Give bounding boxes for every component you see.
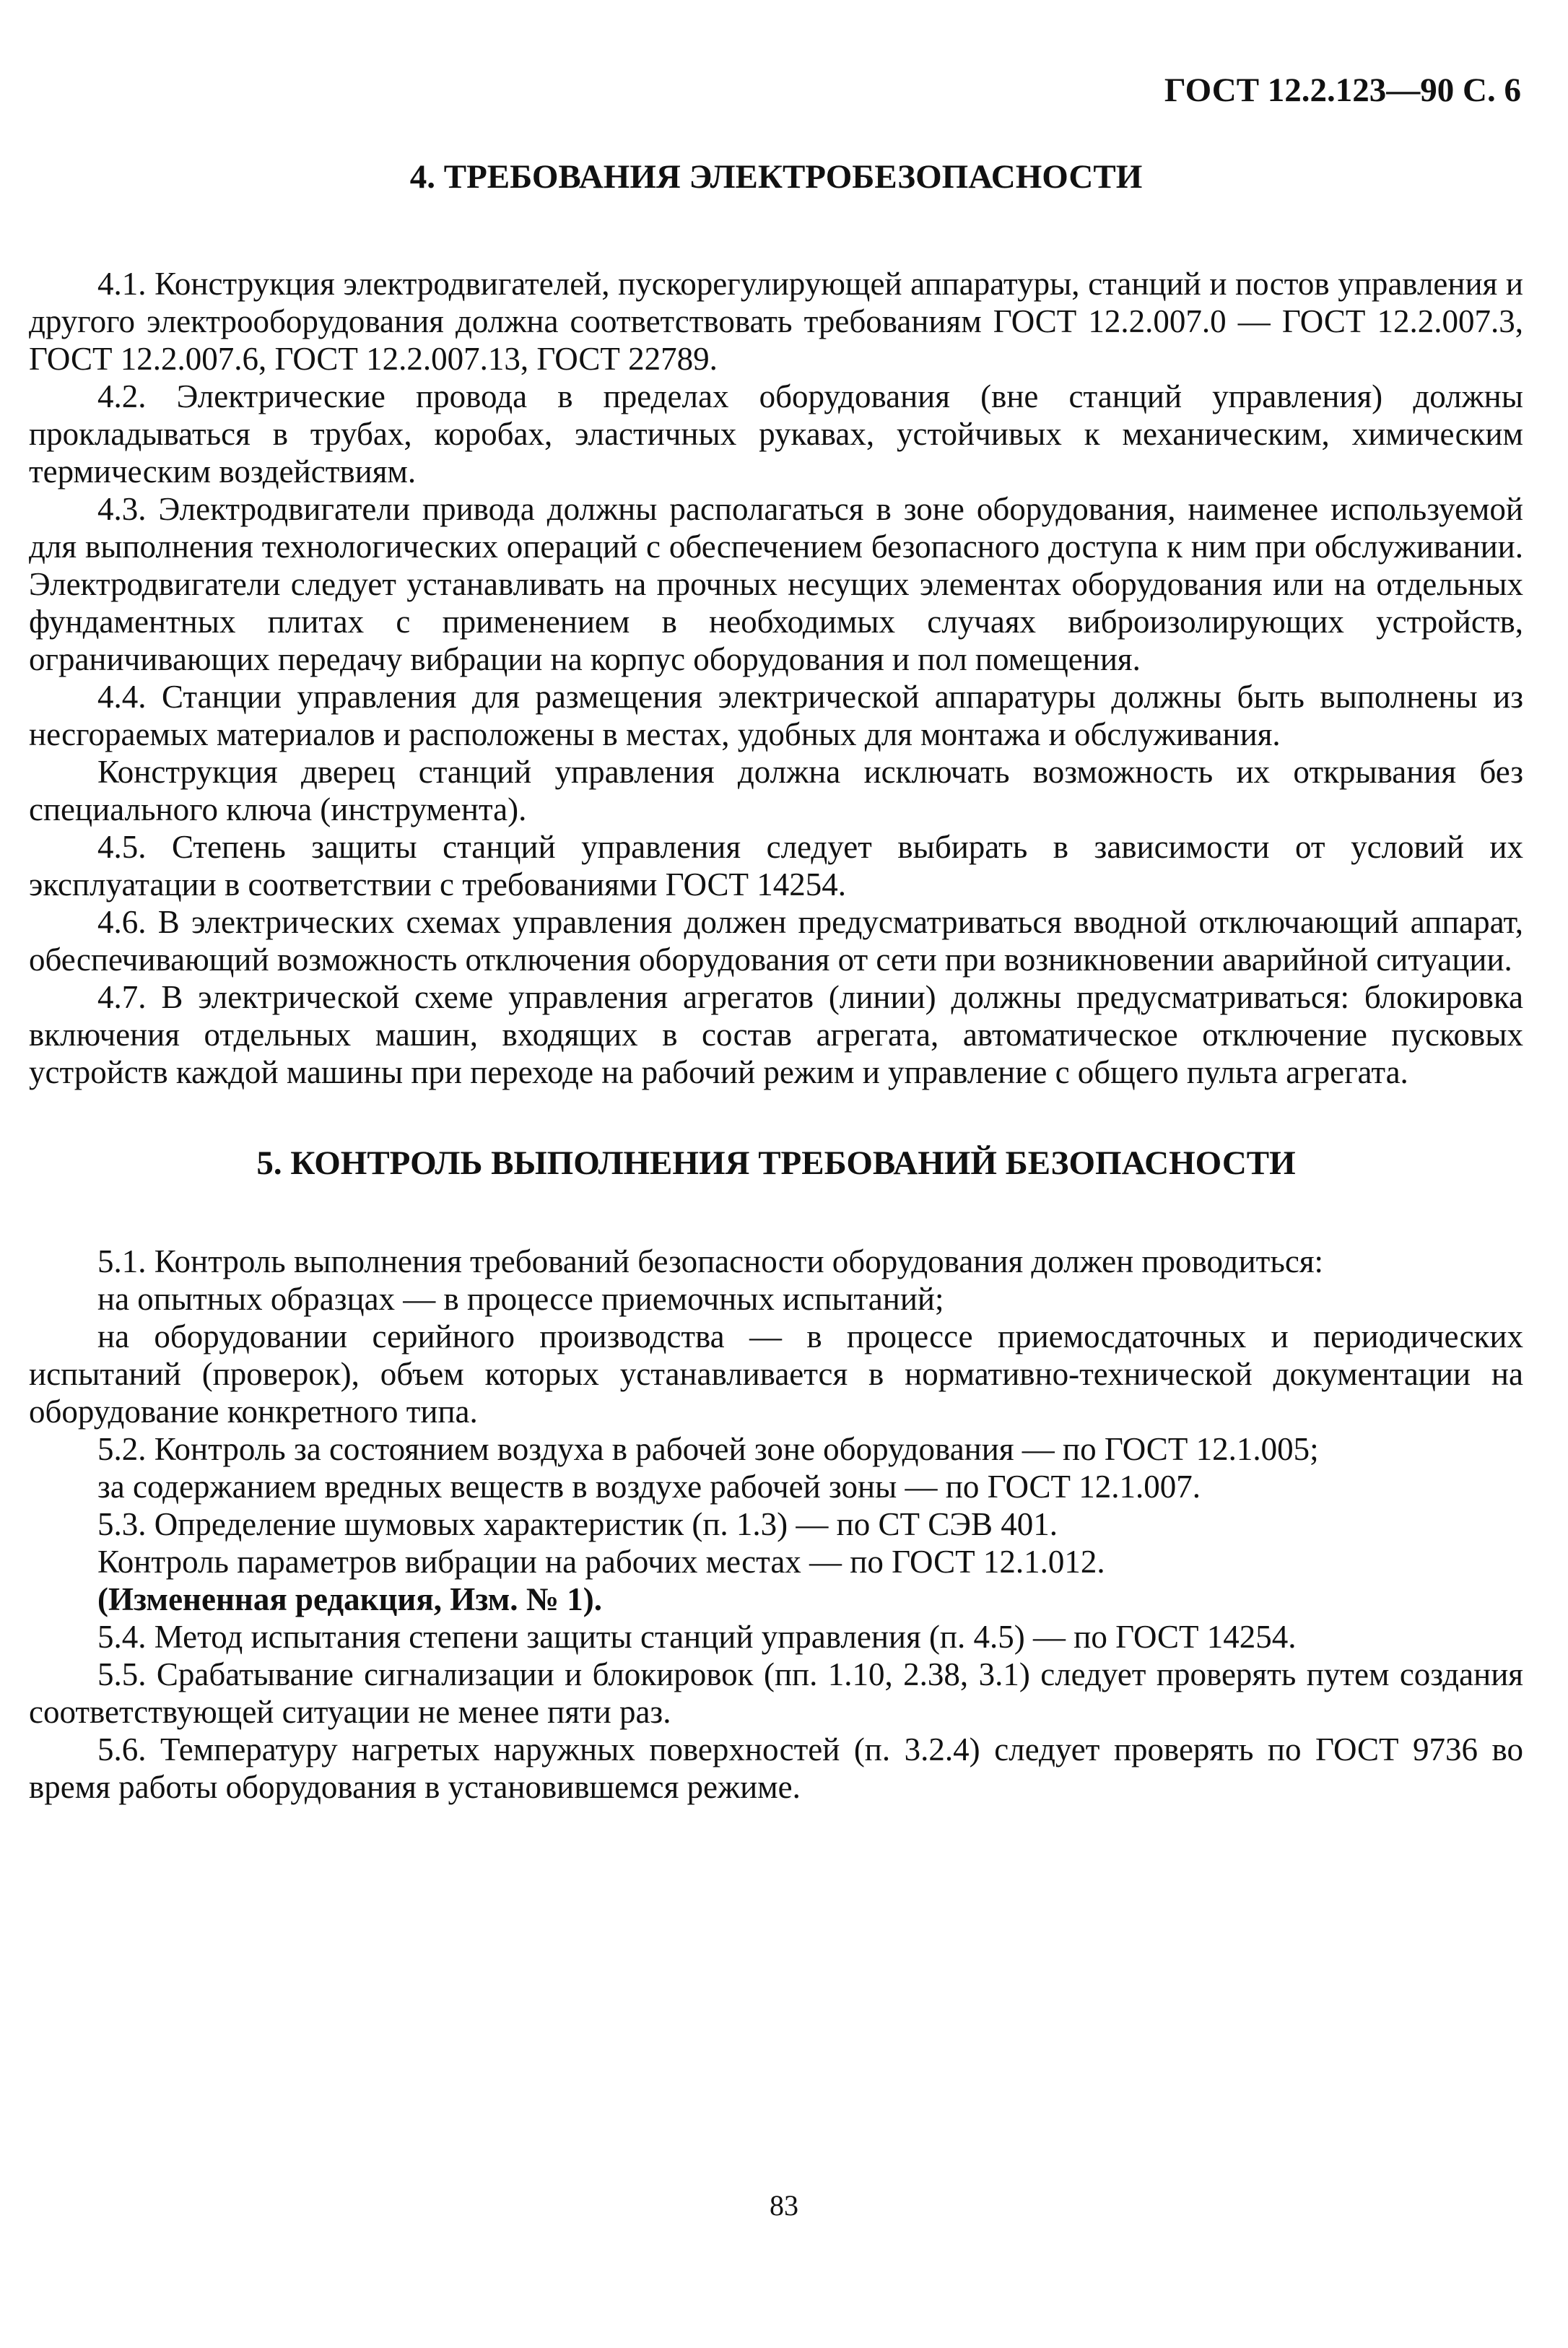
paragraph-4-5: 4.5. Степень защиты станций управления следует выбирать в зависимости от условий их эксплуатации в соответствии с требованиями ГОСТ 14254. xyxy=(29,829,1523,903)
paragraph-4-4-cont: Конструкция дверец станций управления должна исключать возможность их открывания без специального ключа (инструмента). xyxy=(29,754,1523,827)
paragraph-5-3: 5.3. Определение шумовых характеристик (п. 1.3) — по СТ СЭВ 401. xyxy=(97,1506,1058,1542)
paragraph-5-1-serial: на оборудовании серийного производства — в процессе приемосдаточных и периодических испытаний (проверок), объем которых устанавливается в нормативно-технической документации на оборудование конкретного типа. xyxy=(29,1318,1523,1430)
paragraph-5-2-cont: за содержанием вредных веществ в воздухе рабочей зоны — по ГОСТ 12.1.007. xyxy=(97,1469,1201,1505)
paragraph-5-4: 5.4. Метод испытания степени защиты станций управления (п. 4.5) — по ГОСТ 14254. xyxy=(97,1619,1297,1655)
section-5-title: 5. КОНТРОЛЬ ВЫПОЛНЕНИЯ ТРЕБОВАНИЙ БЕЗОПАСНОСТИ xyxy=(256,1144,1296,1182)
running-head: ГОСТ 12.2.123—90 С. 6 xyxy=(1164,71,1521,109)
paragraph-4-6: 4.6. В электрических схемах управления должен предусматриваться вводной отключающий аппарат, обеспечивающий возможность отключения оборудования от сети при возникновении аварийной ситуации. xyxy=(29,904,1523,978)
section-4-title: 4. ТРЕБОВАНИЯ ЭЛЕКТРОБЕЗОПАСНОСТИ xyxy=(409,158,1143,196)
paragraph-4-2: 4.2. Электрические провода в пределах оборудования (вне станций управления) должны прокладываться в трубах, коробах, эластичных рукавах, устойчивых к механическим, химическим термическим воздействиям. xyxy=(29,378,1523,490)
paragraph-4-7: 4.7. В электрической схеме управления агрегатов (линии) должны предусматриваться: блокировка включения отдельных машин, входящих в состав агрегата, автоматическое отключение пусковых устройств каждой машины при переходе на рабочий режим и управление с общего пульта агрегата. xyxy=(29,979,1523,1090)
paragraph-4-4: 4.4. Станции управления для размещения электрической аппаратуры должны быть выполнены из несгораемых материалов и расположены в местах, удобных для монтажа и обслуживания. xyxy=(29,679,1523,752)
paragraph-5-1-prototypes: на опытных образцах — в процессе приемочных испытаний; xyxy=(97,1281,944,1317)
paragraph-5-5: 5.5. Срабатывание сигнализации и блокировок (пп. 1.10, 2.38, 3.1) следует проверять путем создания соответствующей ситуации не менее пяти раз. xyxy=(29,1656,1523,1730)
amendment-note: (Измененная редакция, Изм. № 1). xyxy=(97,1581,603,1617)
paragraph-4-3: 4.3. Электродвигатели привода должны располагаться в зоне оборудования, наименее используемой для выполнения технологических операций с обеспечением безопасного доступа к ним при обслуживании. Электродвигатели следует устанавливать на прочных несущих элементах оборудования или на отдельных фундаментных плитах с применением в необходимых случаях виброизолирующих устройств, ограничивающих передачу вибрации на корпус оборудования и пол помещения. xyxy=(29,491,1523,677)
paragraph-5-6: 5.6. Температуру нагретых наружных поверхностей (п. 3.2.4) следует проверять по ГОСТ 9736 во время работы оборудования в установившемся режиме. xyxy=(29,1731,1523,1805)
document-body xyxy=(29,155,1523,1806)
paragraph-5-1: 5.1. Контроль выполнения требований безопасности оборудования должен проводиться: xyxy=(97,1243,1324,1279)
paragraph-5-3-cont: Контроль параметров вибрации на рабочих местах — по ГОСТ 12.1.012. xyxy=(97,1544,1105,1580)
page-number: 83 xyxy=(770,2189,798,2222)
paragraph-5-2: 5.2. Контроль за состоянием воздуха в рабочей зоне оборудования — по ГОСТ 12.1.005; xyxy=(97,1431,1319,1467)
paragraph-4-1: 4.1. Конструкция электродвигателей, пускорегулирующей аппаратуры, станций и постов управления и другого электрооборудования должна соответствовать требованиям ГОСТ 12.2.007.0 — ГОСТ 12.2.007.3, ГОСТ 12.2.007.6, ГОСТ 12.2.007.13, ГОСТ 22789. xyxy=(29,266,1523,377)
